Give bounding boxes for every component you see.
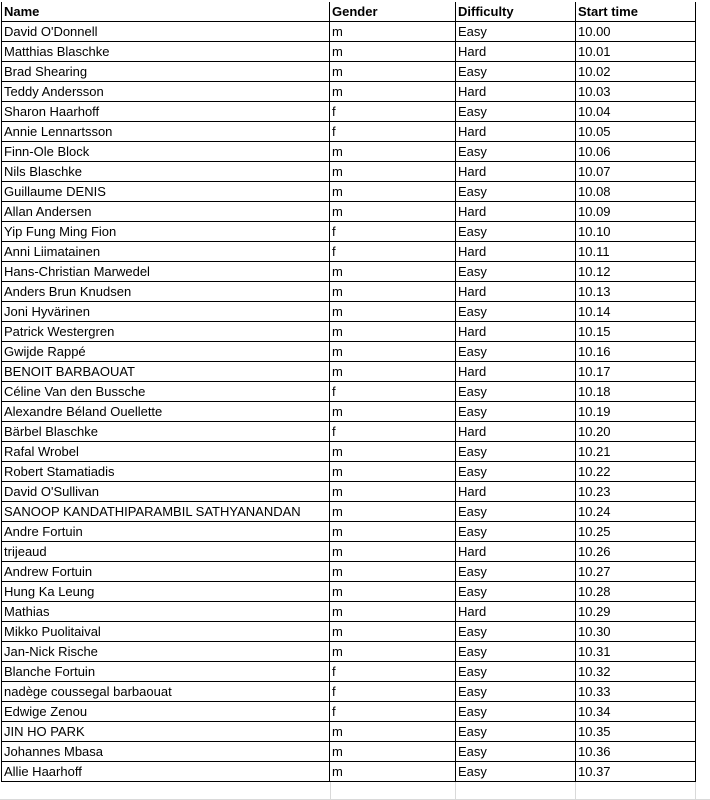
cell-start-time[interactable]: 10.30 xyxy=(576,622,696,642)
table-row xyxy=(2,282,696,302)
cell-gender[interactable]: m xyxy=(330,502,456,522)
cell-start-time[interactable]: 10.04 xyxy=(576,102,696,122)
cell-gender[interactable]: m xyxy=(330,322,456,342)
cell-name[interactable]: Finn-Ole Block xyxy=(2,142,330,162)
cell-gender[interactable]: f xyxy=(330,422,456,442)
cell-name[interactable]: BENOIT BARBAOUAT xyxy=(2,362,330,382)
cell-start-time[interactable]: 10.13 xyxy=(576,282,696,302)
cell-gender[interactable]: m xyxy=(330,742,456,762)
cell-gender[interactable]: m xyxy=(330,402,456,422)
table-row xyxy=(2,542,696,562)
cell-start-time[interactable]: 10.00 xyxy=(576,22,696,42)
table-row xyxy=(2,502,696,522)
table-row xyxy=(2,422,696,442)
table-row xyxy=(2,322,696,342)
cell-difficulty[interactable]: Hard xyxy=(456,122,576,142)
cell-gender[interactable]: m xyxy=(330,582,456,602)
table-row xyxy=(2,702,696,722)
cell-difficulty[interactable]: Easy xyxy=(456,722,576,742)
table-row xyxy=(2,742,696,762)
cell-start-time[interactable]: 10.16 xyxy=(576,342,696,362)
table-row xyxy=(2,342,696,362)
cell-difficulty[interactable]: Easy xyxy=(456,562,576,582)
cell-name[interactable]: Anni Liimatainen xyxy=(2,242,330,262)
table-row xyxy=(2,402,696,422)
cell-start-time[interactable]: 10.36 xyxy=(576,742,696,762)
cell-name[interactable]: Guillaume DENIS xyxy=(2,182,330,202)
table-row xyxy=(2,362,696,382)
table-row xyxy=(2,262,696,282)
cell-name[interactable]: Hans-Christian Marwedel xyxy=(2,262,330,282)
cell-name[interactable]: Allan Andersen xyxy=(2,202,330,222)
cell-gender[interactable]: m xyxy=(330,302,456,322)
cell-gender[interactable]: m xyxy=(330,22,456,42)
cell-start-time[interactable]: 10.08 xyxy=(576,182,696,202)
cell-difficulty[interactable]: Easy xyxy=(456,762,576,782)
table-row xyxy=(2,102,696,122)
cell-difficulty[interactable]: Easy xyxy=(456,462,576,482)
cell-gender[interactable]: m xyxy=(330,462,456,482)
cell-start-time[interactable]: 10.02 xyxy=(576,62,696,82)
cell-start-time[interactable]: 10.28 xyxy=(576,582,696,602)
cell-gender[interactable]: f xyxy=(330,382,456,402)
cell-gender[interactable]: m xyxy=(330,622,456,642)
cell-start-time[interactable]: 10.29 xyxy=(576,602,696,622)
cell-start-time[interactable]: 10.37 xyxy=(576,762,696,782)
cell-gender[interactable]: m xyxy=(330,542,456,562)
table-row xyxy=(2,562,696,582)
cell-start-time[interactable]: 10.18 xyxy=(576,382,696,402)
cell-difficulty[interactable]: Easy xyxy=(456,662,576,682)
cell-difficulty[interactable]: Easy xyxy=(456,62,576,82)
cell-difficulty[interactable]: Easy xyxy=(456,302,576,322)
cell-gender[interactable]: f xyxy=(330,662,456,682)
cell-start-time[interactable]: 10.33 xyxy=(576,682,696,702)
cell-start-time[interactable]: 10.03 xyxy=(576,82,696,102)
cell-difficulty[interactable]: Hard xyxy=(456,282,576,302)
table-row xyxy=(2,642,696,662)
cell-name[interactable]: Patrick Westergren xyxy=(2,322,330,342)
cell-difficulty[interactable]: Easy xyxy=(456,142,576,162)
cell-name[interactable]: Hung Ka Leung xyxy=(2,582,330,602)
table-row xyxy=(2,682,696,702)
cell-gender[interactable]: m xyxy=(330,142,456,162)
cell-difficulty[interactable]: Easy xyxy=(456,402,576,422)
cell-difficulty[interactable]: Hard xyxy=(456,82,576,102)
cell-name[interactable]: SANOOP KANDATHIPARAMBIL SATHYANANDAN xyxy=(2,502,330,522)
cell-difficulty[interactable]: Easy xyxy=(456,222,576,242)
table-row xyxy=(2,162,696,182)
cell-name[interactable]: Yip Fung Ming Fion xyxy=(2,222,330,242)
spreadsheet-table xyxy=(1,2,696,782)
cell-gender[interactable]: m xyxy=(330,342,456,362)
cell-name[interactable]: Jan-Nick Rische xyxy=(2,642,330,662)
cell-start-time[interactable]: 10.11 xyxy=(576,242,696,262)
header-cell-gender[interactable]: Gender xyxy=(330,2,456,22)
cell-name[interactable]: Alexandre Béland Ouellette xyxy=(2,402,330,422)
cell-start-time[interactable]: 10.19 xyxy=(576,402,696,422)
cell-difficulty[interactable]: Hard xyxy=(456,422,576,442)
table-row xyxy=(2,122,696,142)
empty-gridline-col-3 xyxy=(575,782,576,800)
table-row xyxy=(2,202,696,222)
header-cell-name[interactable]: Name xyxy=(2,2,330,22)
table-row xyxy=(2,722,696,742)
cell-start-time[interactable]: 10.17 xyxy=(576,362,696,382)
cell-gender[interactable]: m xyxy=(330,602,456,622)
sheet-body xyxy=(2,2,696,782)
cell-gender[interactable]: f xyxy=(330,122,456,142)
cell-difficulty[interactable]: Easy xyxy=(456,702,576,722)
header-cell-difficulty[interactable]: Difficulty xyxy=(456,2,576,22)
cell-start-time[interactable]: 10.07 xyxy=(576,162,696,182)
cell-start-time[interactable]: 10.31 xyxy=(576,642,696,662)
cell-difficulty[interactable]: Easy xyxy=(456,622,576,642)
cell-difficulty[interactable]: Hard xyxy=(456,202,576,222)
cell-start-time[interactable]: 10.10 xyxy=(576,222,696,242)
empty-gridline-col-1 xyxy=(330,782,331,800)
cell-difficulty[interactable]: Hard xyxy=(456,162,576,182)
table-row xyxy=(2,382,696,402)
cell-start-time[interactable]: 10.21 xyxy=(576,442,696,462)
table-row xyxy=(2,22,696,42)
cell-gender[interactable]: m xyxy=(330,262,456,282)
cell-gender[interactable]: m xyxy=(330,282,456,302)
cell-difficulty[interactable]: Easy xyxy=(456,642,576,662)
cell-start-time[interactable]: 10.15 xyxy=(576,322,696,342)
cell-name[interactable]: trijeaud xyxy=(2,542,330,562)
cell-gender[interactable]: f xyxy=(330,222,456,242)
cell-name[interactable]: Matthias Blaschke xyxy=(2,42,330,62)
cell-name[interactable]: Brad Shearing xyxy=(2,62,330,82)
header-cell-start-time[interactable]: Start time xyxy=(576,2,696,22)
cell-gender[interactable]: m xyxy=(330,762,456,782)
cell-name[interactable]: David O'Donnell xyxy=(2,22,330,42)
cell-name[interactable]: JIN HO PARK xyxy=(2,722,330,742)
cell-start-time[interactable]: 10.14 xyxy=(576,302,696,322)
cell-start-time[interactable]: 10.27 xyxy=(576,562,696,582)
cell-gender[interactable]: m xyxy=(330,62,456,82)
header-row xyxy=(2,2,696,22)
cell-name[interactable]: Mikko Puolitaival xyxy=(2,622,330,642)
cell-name[interactable]: Johannes Mbasa xyxy=(2,742,330,762)
table-row xyxy=(2,602,696,622)
cell-start-time[interactable]: 10.26 xyxy=(576,542,696,562)
cell-name[interactable]: Blanche Fortuin xyxy=(2,662,330,682)
cell-difficulty[interactable]: Easy xyxy=(456,342,576,362)
cell-gender[interactable]: m xyxy=(330,482,456,502)
table-row xyxy=(2,182,696,202)
cell-name[interactable]: Bärbel Blaschke xyxy=(2,422,330,442)
cell-name[interactable]: Annie Lennartsson xyxy=(2,122,330,142)
cell-name[interactable]: Céline Van den Bussche xyxy=(2,382,330,402)
cell-name[interactable]: David O'Sullivan xyxy=(2,482,330,502)
empty-gridline-col-4 xyxy=(695,782,696,800)
cell-start-time[interactable]: 10.05 xyxy=(576,122,696,142)
cell-gender[interactable]: m xyxy=(330,362,456,382)
cell-name[interactable]: Allie Haarhoff xyxy=(2,762,330,782)
cell-name[interactable]: Gwijde Rappé xyxy=(2,342,330,362)
cell-difficulty[interactable]: Easy xyxy=(456,522,576,542)
cell-difficulty[interactable]: Hard xyxy=(456,322,576,342)
cell-gender[interactable]: m xyxy=(330,642,456,662)
table-row xyxy=(2,142,696,162)
table-row xyxy=(2,462,696,482)
table-row xyxy=(2,242,696,262)
cell-start-time[interactable]: 10.22 xyxy=(576,462,696,482)
table-row xyxy=(2,622,696,642)
cell-start-time[interactable]: 10.23 xyxy=(576,482,696,502)
cell-gender[interactable]: f xyxy=(330,682,456,702)
table-row xyxy=(2,482,696,502)
cell-name[interactable]: Edwige Zenou xyxy=(2,702,330,722)
cell-start-time[interactable]: 10.34 xyxy=(576,702,696,722)
table-row xyxy=(2,762,696,782)
cell-gender[interactable]: m xyxy=(330,562,456,582)
table-row xyxy=(2,662,696,682)
table-row xyxy=(2,62,696,82)
cell-gender[interactable]: m xyxy=(330,722,456,742)
cell-difficulty[interactable]: Easy xyxy=(456,582,576,602)
cell-start-time[interactable]: 10.25 xyxy=(576,522,696,542)
cell-start-time[interactable]: 10.01 xyxy=(576,42,696,62)
cell-gender[interactable]: m xyxy=(330,202,456,222)
cell-difficulty[interactable]: Easy xyxy=(456,182,576,202)
cell-start-time[interactable]: 10.24 xyxy=(576,502,696,522)
cell-difficulty[interactable]: Hard xyxy=(456,602,576,622)
cell-difficulty[interactable]: Easy xyxy=(456,442,576,462)
cell-name[interactable]: Rafal Wrobel xyxy=(2,442,330,462)
cell-name[interactable]: Anders Brun Knudsen xyxy=(2,282,330,302)
cell-name[interactable]: Robert Stamatiadis xyxy=(2,462,330,482)
cell-difficulty[interactable]: Easy xyxy=(456,102,576,122)
cell-start-time[interactable]: 10.32 xyxy=(576,662,696,682)
cell-name[interactable]: nadège coussegal barbaouat xyxy=(2,682,330,702)
cell-start-time[interactable]: 10.20 xyxy=(576,422,696,442)
cell-name[interactable]: Nils Blaschke xyxy=(2,162,330,182)
table-row xyxy=(2,522,696,542)
cell-gender[interactable]: f xyxy=(330,702,456,722)
cell-difficulty[interactable]: Easy xyxy=(456,502,576,522)
cell-gender[interactable]: m xyxy=(330,522,456,542)
cell-gender[interactable]: m xyxy=(330,182,456,202)
table-row xyxy=(2,302,696,322)
cell-gender[interactable]: f xyxy=(330,102,456,122)
cell-name[interactable]: Andre Fortuin xyxy=(2,522,330,542)
cell-gender[interactable]: m xyxy=(330,82,456,102)
cell-name[interactable]: Mathias xyxy=(2,602,330,622)
table-row xyxy=(2,582,696,602)
cell-difficulty[interactable]: Hard xyxy=(456,42,576,62)
cell-difficulty[interactable]: Hard xyxy=(456,242,576,262)
cell-name[interactable]: Joni Hyvärinen xyxy=(2,302,330,322)
table-row xyxy=(2,42,696,62)
cell-gender[interactable]: m xyxy=(330,442,456,462)
cell-difficulty[interactable]: Hard xyxy=(456,542,576,562)
cell-difficulty[interactable]: Easy xyxy=(456,682,576,702)
cell-start-time[interactable]: 10.09 xyxy=(576,202,696,222)
cell-start-time[interactable]: 10.06 xyxy=(576,142,696,162)
cell-difficulty[interactable]: Hard xyxy=(456,362,576,382)
cell-difficulty[interactable]: Easy xyxy=(456,382,576,402)
cell-name[interactable]: Sharon Haarhoff xyxy=(2,102,330,122)
table-row xyxy=(2,442,696,462)
table-row xyxy=(2,82,696,102)
cell-name[interactable]: Teddy Andersson xyxy=(2,82,330,102)
cell-start-time[interactable]: 10.35 xyxy=(576,722,696,742)
cell-gender[interactable]: m xyxy=(330,162,456,182)
cell-name[interactable]: Andrew Fortuin xyxy=(2,562,330,582)
cell-difficulty[interactable]: Hard xyxy=(456,482,576,502)
cell-gender[interactable]: m xyxy=(330,42,456,62)
empty-gridline-col-2 xyxy=(455,782,456,800)
cell-difficulty[interactable]: Easy xyxy=(456,742,576,762)
table-row xyxy=(2,222,696,242)
cell-difficulty[interactable]: Easy xyxy=(456,262,576,282)
cell-gender[interactable]: f xyxy=(330,242,456,262)
cell-start-time[interactable]: 10.12 xyxy=(576,262,696,282)
cell-difficulty[interactable]: Easy xyxy=(456,22,576,42)
